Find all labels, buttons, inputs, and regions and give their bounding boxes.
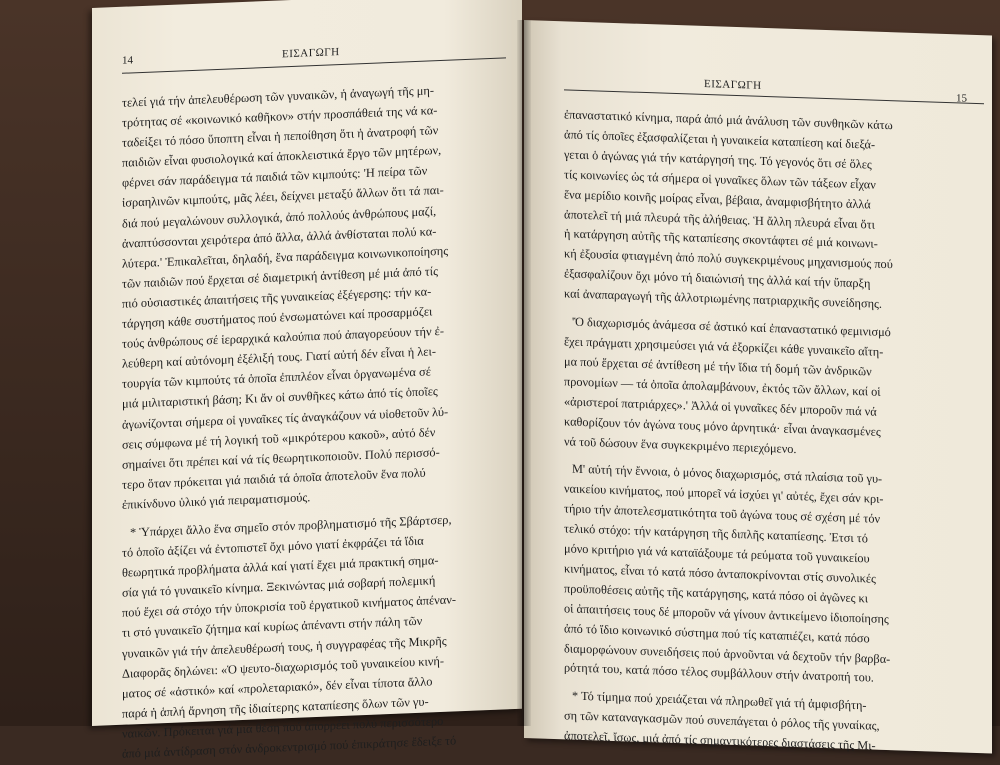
text-line: πού ἔχει σά στόχο τήν ὑποκρισία τοῦ ἐργατικοῦ κινήματος ἀπέναν-: [122, 592, 456, 621]
text-line: τουργία τῶν κιμπούτς τά ὁποῖα ἐπιπλέον εἶναι ὀργανωμένα σέ: [122, 364, 431, 392]
text-line: «ἀριστεροί πατριάρχες».' Ἀλλά οἱ γυναῖκες δέν μποροῦν πιά νά: [564, 394, 877, 419]
running-head: ΕΙΣΑΓΩΓΗ: [704, 77, 762, 92]
text-line: προνομίων — τά ὁποῖα ἀπολαμβάνουν, ἐκτός τῶν ἄλλων, καί οἱ: [564, 374, 881, 399]
text-line: ἀπό μιά ἀντίδραση στόν ἀνδροκεντρισμό πού ἐπικράτησε ἔδειξε τό: [122, 733, 457, 761]
text-line: λεύθερη καί αὐτόνομη ἐξέλιξή τους. Γιατί αὐτή δέν εἶναι ἡ λει-: [122, 344, 436, 372]
text-line: κή ἐξουσία φτιαγμένη ἀπό πολύ συγκεκριμένους μηχανισμούς πού: [564, 246, 893, 272]
text-line: σεις σύμφωνα μέ τή λογική τοῦ «μικρότερου κακοῦ», αὐτό δέν: [122, 424, 436, 452]
paragraph: [122, 507, 506, 764]
text-line: ἀπό τό ἴδιο κοινωνικό σύστημα πού τίς καταπιέζει, κατά πόσο: [564, 620, 870, 646]
text-line: μόνο κριτήριο γιά νά καταϊάξουμε τά ρεύματα τοῦ γυναικείου: [564, 541, 870, 566]
text-line: κινήματος, εἶναι τό κατά πόσο ἀνταποκρίνονται στίς συνολικές: [564, 561, 876, 586]
text-line: ἰσραηλινῶν κιμπούτς, μᾶς λέει, δείχνει μεταξύ ἄλλων ὅτι τά παι-: [122, 183, 444, 211]
left-page: [92, 0, 522, 761]
text-line: γεται ὁ ἀγώνας γιά τήν κατάργησή της. Τό γεγονός ὅτι σέ ὅλες: [564, 147, 872, 172]
text-line: τρότητας σέ «κοινωνικό καθῆκον» στήν προσπάθειά της νά κα-: [122, 103, 438, 130]
text-line: ἀποτελεῖ, ἴσως, μιά ἀπό τίς σημαντικότερες διαστάσεις τῆς Μι-: [564, 728, 876, 753]
text-line: Μ' αὐτή τήν ἔννοια, ὁ μόνος διαχωρισμός, στά πλαίσια τοῦ γυ-: [572, 461, 883, 487]
text-line: ταδείξει τό πόσο ὕποπτη εἶναι ἡ πεποίθηση ὅτι ἡ ἀνατροφή τῶν: [122, 123, 439, 150]
page-number: 14: [122, 54, 133, 67]
text-line: τό ὁποῖο ἀξίζει νά ἐντοπιστεῖ ὄχι μόνο γιατί ἐκφράζει τά ἴδια: [122, 533, 424, 560]
text-line: ματος σέ «ἀστικό» καί «προλεταριακό», δέν εἶναι τίποτα ἄλλο: [122, 674, 433, 701]
page-number: 15: [956, 92, 967, 105]
text-line: μα πού ἔρχεται σέ ἀντίθεση μέ τήν ἴδια τή δομή τῶν ἀνδρικῶν: [564, 354, 872, 379]
text-line: σία γιά τό γυναικεῖο κίνημα. Ξεκινώντας μιά σοβαρή πολεμική: [122, 573, 436, 601]
paragraph: [564, 687, 984, 761]
text-line: πιό οὐσιαστικές ἀπαιτήσεις τῆς γυναικείας ἐξέγερσης: τήν κα-: [122, 284, 432, 311]
right-page: [524, 20, 992, 754]
text-line: παρά ἡ ἁπλή ἄρνηση τῆς ἰδιαίτερης καταπίεσης ὅλων τῶν γυ-: [122, 694, 429, 721]
text-line: τελικό στόχο: τήν κατάργηση τῆς διπλῆς καταπίεσης. Ἐτσι τό: [564, 521, 868, 546]
header-rule: [564, 89, 984, 104]
text-line: τήριο τήν ἀποτελεσματικότητα τοῦ ἀγώνα τους σέ σχέση μέ τόν: [564, 501, 881, 527]
text-line: ναικῶν. Πρόκειται γιά μιά θέση πού ἀπορρέει πολύ περισσότερο: [122, 713, 444, 741]
left-page-text: [122, 77, 506, 764]
text-line: 'Ὁ διαχωρισμός ἀνάμεσα σέ ἀστικό καί ἐπαναστατικό φεμινισμό: [572, 314, 891, 340]
text-line: οἱ ἀπαιτήσεις τους δέ μποροῦν νά γίνουν ἀντικείμενο ἰδιοποίησης: [564, 601, 889, 626]
text-line: ρότητά του, κατά πόσο τέλος συμβάλλουν στήν ἀνατροπή του.: [564, 660, 874, 686]
text-line: διαμορφώνουν συνειδήσεις πού ἀρνοῦνται νά δεχτοῦν τήν βαρβα-: [564, 640, 891, 666]
text-line: φέρνει σάν παράδειγμα τά παιδιά τῶν κιμπούτς: 'Η πείρα τῶν: [122, 163, 428, 191]
header-rule: [122, 57, 506, 73]
text-line: ἔχει πράγματι χρησιμεύσει γιά νά ἐξορκίζει κάθε γυναικεῖο αἴτη-: [564, 334, 884, 359]
text-line: καθορίζουν τόν ἀγώνα τους μόνο ἀρνητικά· εἶναι ἀναγκασμένες: [564, 413, 881, 439]
text-line: τελεί γιά τήν ἀπελευθέρωση τῶν γυναικῶν, ἡ ἀναγωγή τῆς μη-: [122, 83, 435, 110]
text-line: νά τοῦ δώσουν ἕνα συγκεκριμένο περιεχόμενο.: [564, 433, 797, 456]
text-line: τούς ἀνθρώπους σέ ἱεραρχικά καλούπια πού ἀπαγορεύουν τήν ἐ-: [122, 323, 444, 351]
text-line: ἐπαναστατικό κίνημα, παρά ἀπό μιά ἀνάλυση τῶν συνθηκῶν κάτω: [564, 107, 893, 133]
paragraph: [122, 77, 506, 514]
text-line: τάργηση κάθε συστήματος πού ἐνσωματώνει καί προσαρμόζει: [122, 304, 433, 331]
text-line: * Ὑπάρχει ἄλλο ἕνα σημεῖο στόν προβληματισμό τῆς Σβάρτσερ,: [130, 512, 452, 540]
text-line: τῶν παιδιῶν πού ἔρχεται σέ διαμετρική ἀντίθεση μέ μιά ἀπό τίς: [122, 263, 438, 291]
paragraph: [564, 105, 984, 318]
text-line: τίς κοινωνίες ὡς τά σήμερα οἱ γυναῖκες ὅλων τῶν τάξεων εἶχαν: [564, 167, 876, 192]
text-line: ἡ κατάργηση αὐτῆς τῆς καταπίεσης σκοντάφτει σέ μιά κοινωνι-: [564, 226, 878, 252]
open-book: [92, 8, 992, 761]
text-line: διά πού μεγαλώνουν συλλογικά, ἀπό πολλούς ἀνθρώπους μαζί,: [122, 203, 437, 231]
text-line: ἀγωνίζονται σήμερα οἱ γυναῖκες τίς ἀναγκάζουν νά υἱοθετοῦν λύ-: [122, 404, 449, 432]
text-line: ἐπικίνδυνο ὑλικό γιά πειραματισμούς.: [122, 490, 311, 512]
text-line: γυναικῶν γιά τήν ἀπελευθέρωσή τους, ἡ συγγραφέας τῆς Μικρῆς: [122, 633, 447, 661]
text-line: θεωρητικά προβλήματα ἀλλά καί γιατί ἔχει μιά πρακτική σημα-: [122, 553, 439, 580]
text-line: τερο ὅταν πρόκειται γιά παιδιά τά ὁποῖα ἀποτελοῦν ἕνα πολύ: [122, 465, 426, 492]
running-head: ΕΙΣΑΓΩΓΗ: [282, 46, 340, 61]
text-line: σημαίνει ὅτι πρέπει καί νά τίς θεωρητικοποιοῦν. Πολύ περισσό-: [122, 444, 440, 472]
text-line: καί ἀναπαραγωγή τῆς ἀλλοτριωμένης πατριαρχικῆς συνείδησης.: [564, 286, 882, 312]
text-line: ναικείου κινήματος, πού μπορεῖ νά ἰσχύει γι' αὐτές, ἔχει σάν κρι-: [564, 481, 884, 507]
book-gutter: [517, 20, 531, 726]
text-line: ἐξασφαλίζουν ὄχι μόνο τή διαιώνισή της ἀλλά καί τήν ὕπαρξη: [564, 266, 871, 291]
paragraph: [564, 460, 984, 693]
text-line: ἀπό τίς ὁποῖες ἐξασφαλίζεται ἡ γυναικεία καταπίεση καί διεξά-: [564, 127, 876, 152]
text-line: Διαφορᾶς δηλώνει: «Ὁ ψευτο-διαχωρισμός τοῦ γυναικείου κινή-: [122, 653, 444, 681]
text-line: μιά μιλιταριστική βάση; Κι ἄν οἱ συνθῆκες κάτω ἀπό τίς ὁποῖες: [122, 384, 438, 412]
text-line: παιδιῶν εἶναι φυσιολογικά καί ἀποκλειστικά ἔργο τῶν μητέρων,: [122, 143, 442, 171]
text-line: λύτερα.' Ἐπικαλεῖται, δηλαδή, ἕνα παράδειγμα κοινωνικοποίησης: [122, 243, 449, 271]
text-line: ἕνα μερίδιο κοινῆς μοίρας εἶναι, βέβαια, ἀναμφισβήτητο ἀλλά: [564, 186, 871, 212]
paragraph: [564, 312, 984, 465]
text-line: ση τῶν καταναγκασμῶν πού συνεπάγεται ὁ ρόλος τῆς γυναίκας,: [564, 708, 880, 734]
text-line: * Τό τίμημα πού χρειάζεται νά πληρωθεῖ γιά τή ἀμφισβήτη-: [572, 688, 867, 713]
text-line: προϋποθέσεις αὐτῆς τῆς κατάργησης, κατά πόσο οἱ ἀγῶνες κι: [564, 581, 869, 606]
right-page-text: [564, 105, 984, 760]
text-line: τι στό γυναικεῖο ζήτημα καί κυρίως ἀπέναντι στήν πάλη τῶν: [122, 614, 423, 641]
text-line: ἀναπτύσσονται χειρότερα ἀπό ἄλλα, ἀλλά ἀνθίσταται πολύ κα-: [122, 223, 437, 251]
text-line: ἀποτελεῖ τή μιά πλευρά τῆς ἀλήθειας. Ἡ ἄλλη πλευρά εἶναι ὅτι: [564, 206, 875, 232]
